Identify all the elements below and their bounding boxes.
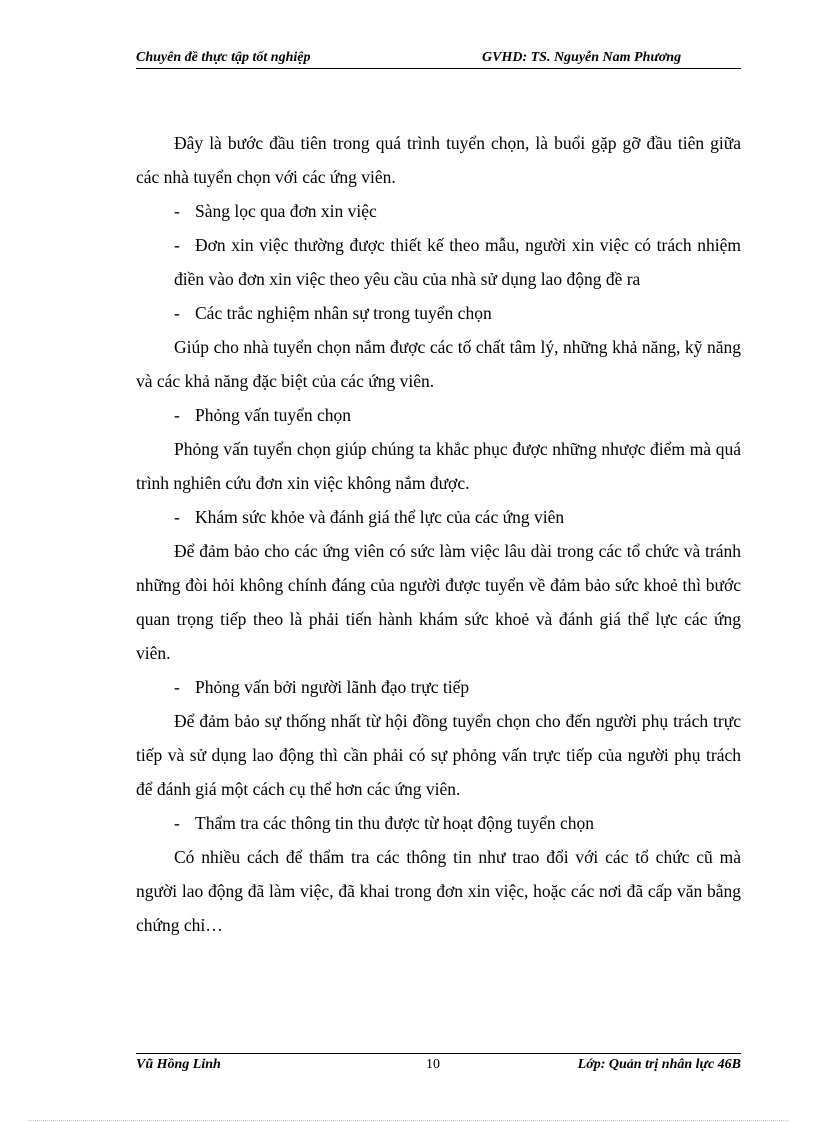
bullet-text: Phỏng vấn tuyển chọn (195, 405, 352, 425)
paragraph-health-check: Để đảm bảo cho các ứng viên có sức làm việc lâu dài trong các tổ chức và tránh những đòi hỏi không chính đáng của người được tuyển về đảm bảo sức khoẻ thì bước quan trọng tiếp theo là phải tiến hành khám sức khoẻ và đánh giá thể lực các ứng viên. (136, 541, 741, 663)
bullet-dash: - (174, 507, 180, 527)
paragraph-intro: Đây là bước đầu tiên trong quá trình tuyển chọn, là buổi gặp gỡ đầu tiên giữa các nhà tuyển chọn với các ứng viên. (136, 133, 741, 187)
page-header (136, 50, 741, 69)
bullet-health-check (136, 500, 741, 534)
bullet-verification (136, 806, 741, 840)
page-number: 10 (426, 1057, 440, 1072)
bullet-dash: - (174, 405, 180, 425)
paragraph-tests: Giúp cho nhà tuyển chọn nắm được các tố chất tâm lý, những khả năng, kỹ năng và các khả năng đặc biệt của các ứng viên. (136, 337, 741, 391)
bullet-text: Đơn xin việc thường được thiết kế theo mẫu, người xin việc có trách nhiệm điền vào đơn xin việc theo yêu cầu của nhà sử dụng lao động đề ra (174, 235, 741, 289)
footer-class: Lớp: Quản trị nhân lực 46B (577, 1057, 741, 1072)
bullet-text: Các trắc nghiệm nhân sự trong tuyển chọn (195, 303, 492, 323)
footer-divider (136, 1053, 741, 1054)
paragraph-interview: Phỏng vấn tuyển chọn giúp chúng ta khắc phục được những nhược điểm mà quá trình nghiên cứu đơn xin việc không nắm được. (136, 439, 741, 493)
bullet-text: Thẩm tra các thông tin thu được từ hoạt động tuyển chọn (195, 813, 595, 833)
header-advisor: GVHD: TS. Nguyễn Nam Phương (482, 50, 682, 65)
paragraph-verification: Có nhiều cách để thẩm tra các thông tin như trao đổi với các tổ chức cũ mà người lao động đã làm việc, đã khai trong đơn xin việc, hoặc các nơi đã cấp văn bằng chứng chỉ… (136, 847, 741, 935)
bullet-dash: - (174, 677, 180, 697)
page-bottom-dotted-rule (28, 1120, 788, 1121)
bullet-personnel-tests (136, 296, 741, 330)
bullet-dash: - (174, 235, 180, 255)
bullet-dash: - (174, 303, 180, 323)
paragraph-manager-interview: Để đảm bảo sự thống nhất từ hội đồng tuyển chọn cho đến người phụ trách trực tiếp và sử dụng lao động thì cần phải có sự phỏng vấn trực tiếp của người phụ trách để đánh giá một cách cụ thể hơn các ứng viên. (136, 711, 741, 799)
bullet-interview (136, 398, 741, 432)
bullet-manager-interview (136, 670, 741, 704)
page-body (136, 126, 741, 942)
bullet-screening-application (136, 194, 741, 228)
bullet-text: Phỏng vấn bởi người lãnh đạo trực tiếp (195, 677, 470, 697)
bullet-text: Khám sức khỏe và đánh giá thể lực của các ứng viên (195, 507, 565, 527)
bullet-application-form (136, 228, 741, 296)
bullet-text: Sàng lọc qua đơn xin việc (195, 201, 377, 221)
footer-author: Vũ Hồng Linh (136, 1057, 221, 1072)
header-thesis-title: Chuyên đề thực tập tốt nghiệp (136, 50, 311, 65)
page-footer (136, 1057, 741, 1077)
bullet-dash: - (174, 201, 180, 221)
bullet-dash: - (174, 813, 180, 833)
